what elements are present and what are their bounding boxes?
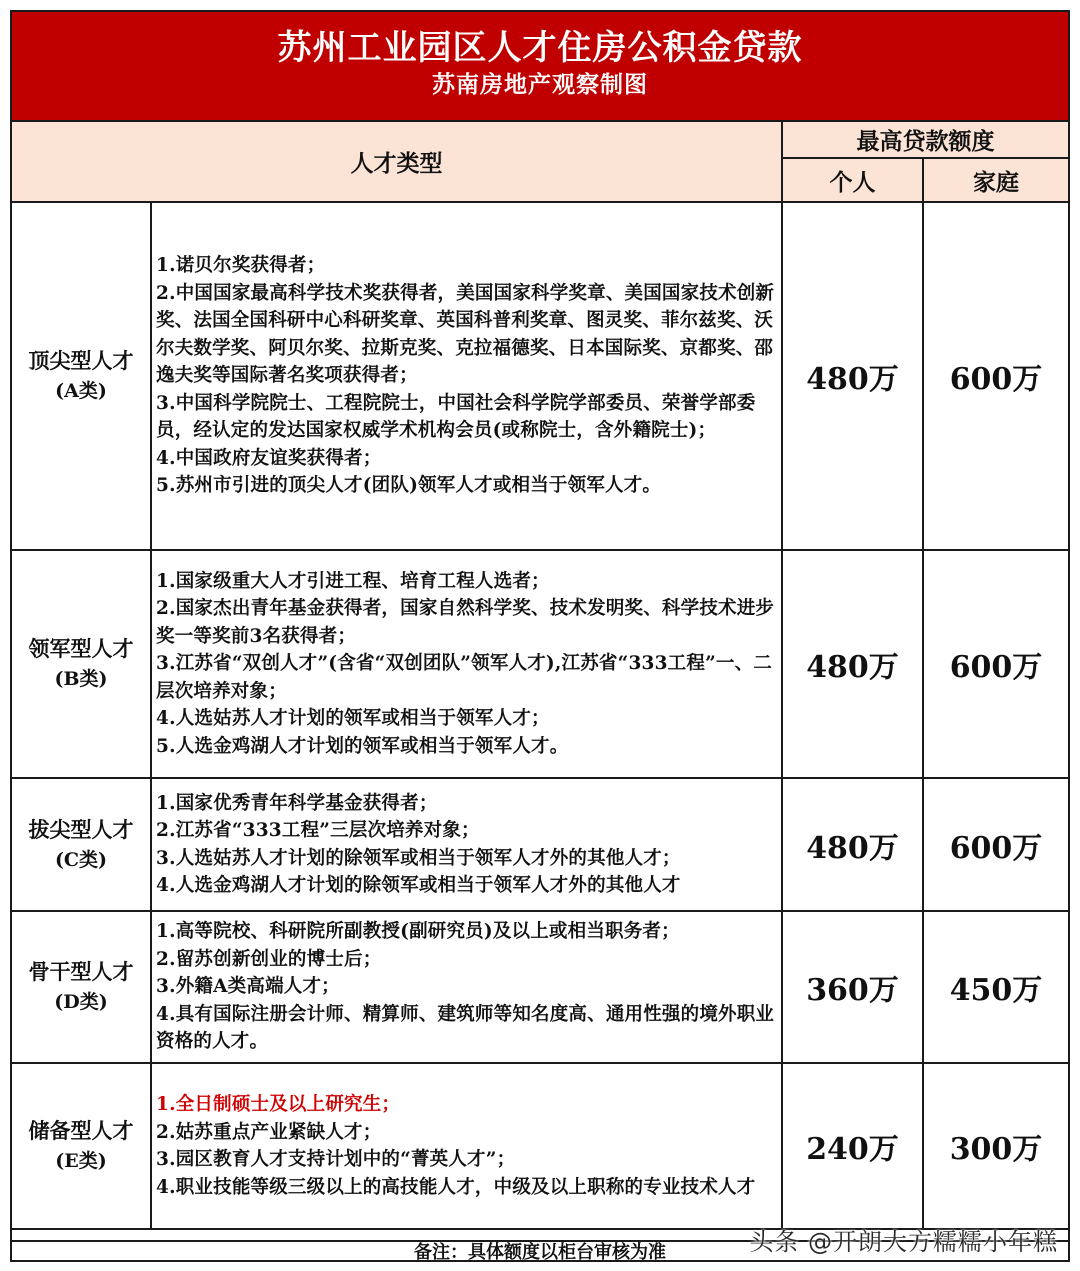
loan-table [12, 122, 1068, 1230]
requirements-cell [151, 778, 782, 911]
talent-class: (E类) [55, 1150, 107, 1172]
talent-category: 领军型人才 [28, 636, 134, 661]
requirement-item: 3.园区教育人才支持计划中的“菁英人才”； [156, 1149, 516, 1170]
requirement-item: 3.中国科学院院士、工程院院士，中国社会科学院学部委员、荣誉学部委员，经认定的发达国家权威学术机构会员(或称院士，含外籍院士)； [156, 392, 756, 442]
talent-class: (C类) [54, 848, 108, 871]
talent-category: 储备型人才 [28, 1118, 134, 1143]
requirement-item: 4.职业技能等级三级以上的高技能人才，中级及以上职称的专业技术人才 [156, 1176, 756, 1198]
requirement-item: 2.姑苏重点产业紧缺人才； [156, 1121, 382, 1143]
title-banner [12, 12, 1068, 122]
page-title: 苏州工业园区人才住房公积金贷款 [277, 28, 803, 68]
table-row-3 [12, 778, 1068, 911]
talent-category: 骨干型人才 [28, 959, 134, 984]
requirement-item: 3.外籍A类高端人才； [156, 976, 340, 998]
loan-table-frame [10, 10, 1070, 1262]
requirements-cell [151, 911, 782, 1063]
requirement-item: 4.具有国际注册会计师、精算师、建筑师等知名度高、通用性强的境外职业资格的人才。 [156, 1003, 775, 1053]
header-max-loan: 最高贷款额度 [782, 122, 1068, 158]
requirement-item: 2.中国国家最高科学技术奖获得者，美国国家科学奖章、美国国家技术创新奖、法国全国科研中心科研奖章、英国科普利奖章、图灵奖、菲尔兹奖、沃尔夫数学奖、阿贝尔奖、拉斯克奖、克拉福德奖、日本国际奖、京都奖、邵逸夫奖等国际著名奖项获得者； [156, 282, 775, 387]
table-row-2 [12, 550, 1068, 778]
talent-class: (A类) [55, 380, 107, 402]
page-subtitle: 苏南房地产观察制图 [432, 71, 648, 98]
family-amount: 300万 [923, 1063, 1068, 1229]
individual-amount: 240万 [782, 1063, 923, 1229]
family-amount: 600万 [923, 778, 1068, 911]
requirement-item: 1.诺贝尔奖获得者； [156, 255, 326, 277]
watermark: 头条 @开朗大方糯糯小年糕 [749, 1228, 1058, 1256]
individual-amount: 480万 [782, 202, 923, 550]
requirement-item: 2.江苏省“333工程”三层次培养对象； [156, 820, 480, 841]
requirements-cell [151, 550, 782, 778]
talent-category-cell [12, 202, 151, 550]
table-row-4 [12, 911, 1068, 1063]
header-family: 家庭 [923, 158, 1068, 202]
header-talent-type: 人才类型 [12, 122, 782, 202]
requirement-item: 3.人选姑苏人才计划的除领军或相当于领军人才外的其他人才； [156, 847, 681, 869]
requirements-cell [151, 202, 782, 550]
table-row-5 [12, 1063, 1068, 1229]
talent-category: 顶尖型人才 [28, 348, 134, 373]
individual-amount: 480万 [782, 778, 923, 911]
requirement-item: 2.留苏创新创业的博士后； [156, 948, 382, 970]
family-amount: 600万 [923, 550, 1068, 778]
requirement-item: 3.江苏省“双创人才”(含省“双创团队”领军人才),江苏省“333工程”一、二层次培养对象； [156, 653, 773, 702]
talent-category: 拔尖型人才 [28, 816, 134, 842]
footnote: 备注：具体额度以柜台审核为准 [12, 1240, 1068, 1264]
requirement-item: 4.人选金鸡湖人才计划的除领军或相当于领军人才外的其他人才 [156, 875, 681, 896]
table-row-1 [12, 202, 1068, 550]
individual-amount: 360万 [782, 911, 923, 1063]
requirement-item: 4.中国政府友谊奖获得者； [156, 447, 382, 469]
talent-category-cell [12, 1063, 151, 1229]
talent-class: (D类) [54, 991, 108, 1013]
individual-amount: 480万 [782, 550, 923, 778]
requirement-item: 1.国家优秀青年科学基金获得者； [156, 792, 438, 814]
family-amount: 450万 [923, 911, 1068, 1063]
requirement-item: 4.人选姑苏人才计划的领军或相当于领军人才； [156, 708, 550, 730]
talent-class: (B类) [54, 668, 108, 690]
requirement-item: 5.人选金鸡湖人才计划的领军或相当于领军人才。 [156, 735, 569, 757]
requirement-item: 1.全日制硕士及以上研究生； [156, 1094, 401, 1115]
family-amount: 600万 [923, 202, 1068, 550]
requirements-cell [151, 1063, 782, 1229]
header-individual: 个人 [782, 158, 923, 202]
requirement-item: 5.苏州市引进的顶尖人才(团队)领军人才或相当于领军人才。 [156, 475, 662, 497]
talent-category-cell [12, 911, 151, 1063]
requirement-item: 2.国家杰出青年基金获得者，国家自然科学奖、技术发明奖、科学技术进步奖一等奖前3名获得者； [156, 598, 775, 647]
talent-category-cell [12, 550, 151, 778]
requirement-item: 1.国家级重大人才引进工程、培育工程人选者； [156, 570, 550, 592]
talent-category-cell [12, 778, 151, 911]
requirement-item: 1.高等院校、科研院所副教授(副研究员)及以上或相当职务者； [156, 921, 680, 943]
